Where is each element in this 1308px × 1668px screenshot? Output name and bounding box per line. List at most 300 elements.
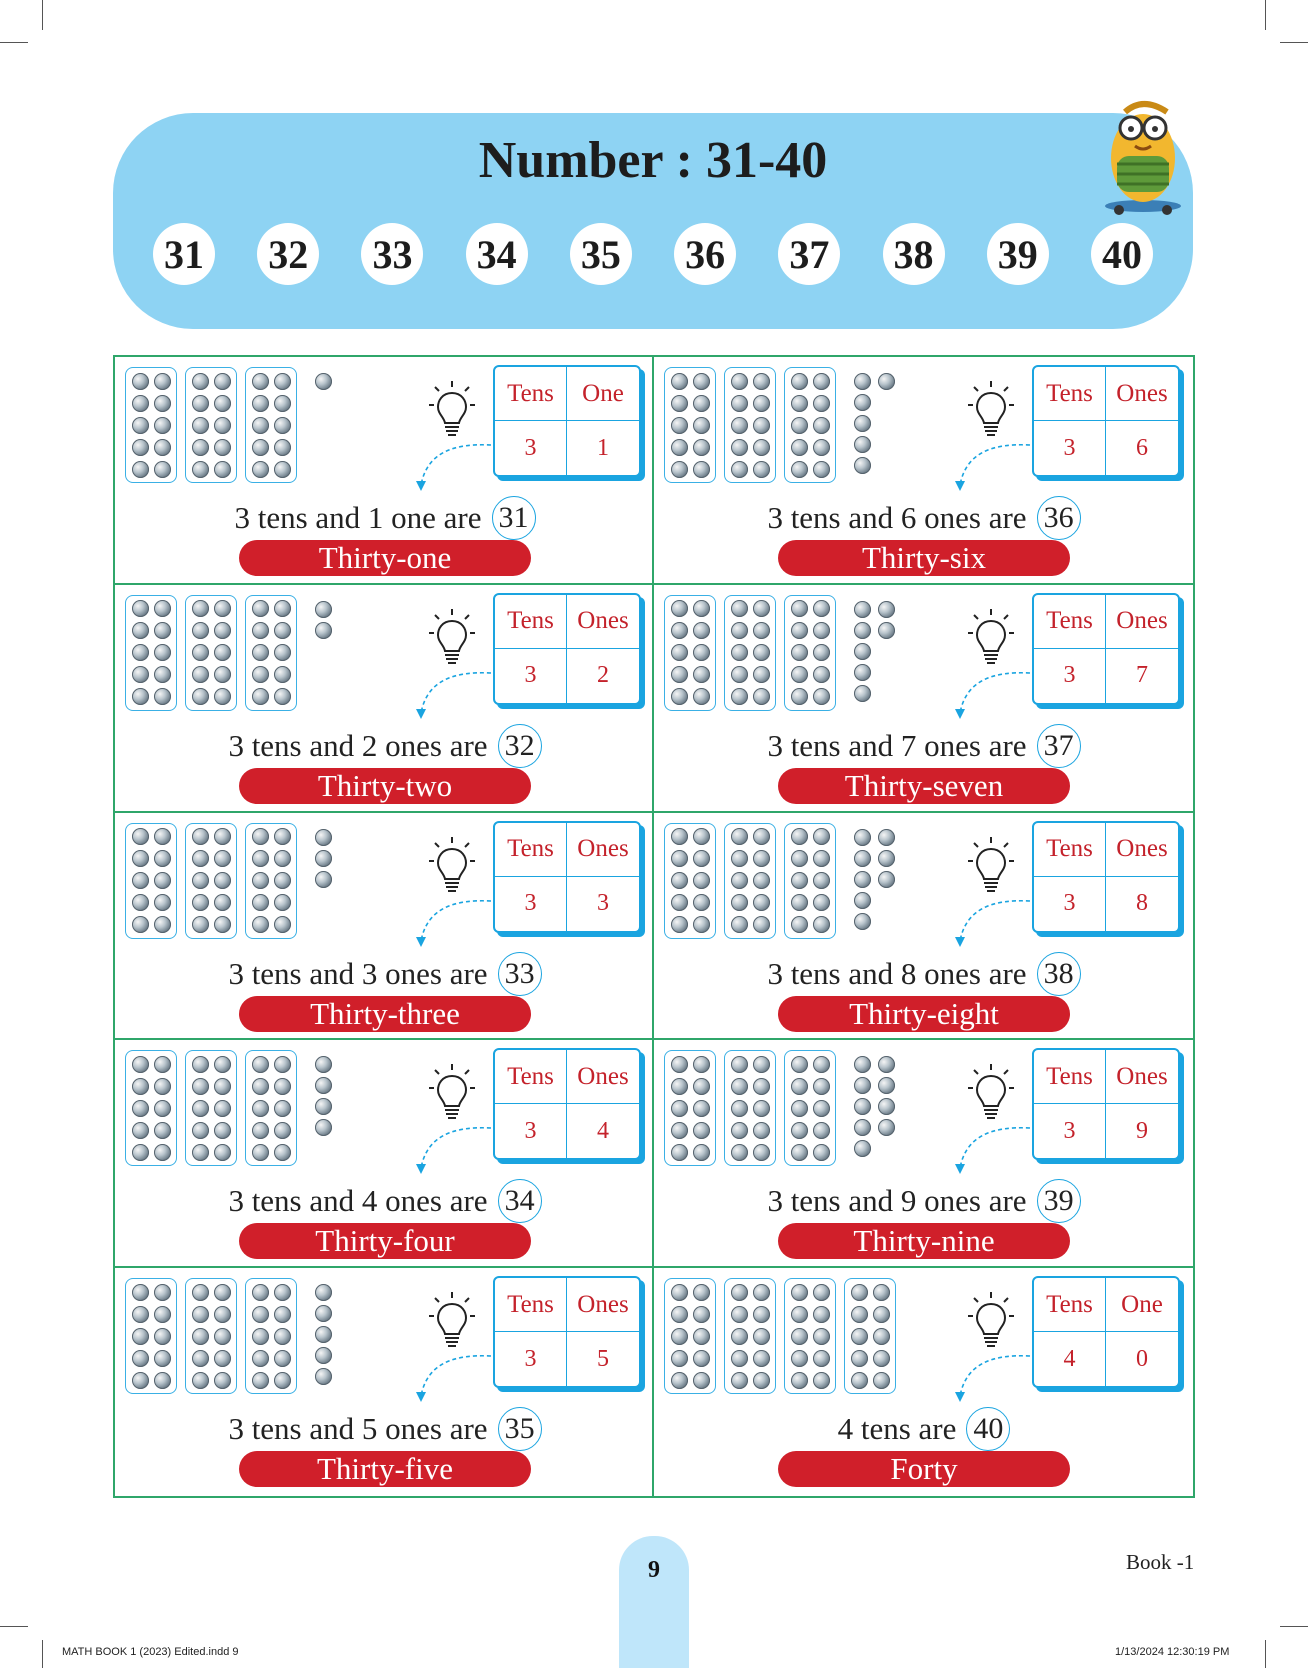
bead (274, 850, 291, 867)
place-value-table (1032, 593, 1180, 705)
one-bead (854, 415, 871, 432)
bead (192, 1078, 209, 1095)
bead (753, 666, 770, 683)
bead (252, 600, 269, 617)
lightbulb-icon (427, 379, 477, 439)
bead (791, 622, 808, 639)
crop-mark (1265, 1640, 1266, 1668)
bead (731, 916, 748, 933)
dashed-arrow-icon (952, 893, 1032, 953)
number-circle-39: 39 (987, 223, 1049, 285)
bead (154, 395, 171, 412)
number-circle-33: 33 (361, 223, 423, 285)
bead (693, 1144, 710, 1161)
bead (252, 916, 269, 933)
bead (671, 688, 688, 705)
ones-header: Ones (1106, 595, 1178, 649)
file-info: MATH BOOK 1 (2023) Edited.indd 9 (62, 1646, 239, 1658)
bead (693, 894, 710, 911)
bead (791, 1144, 808, 1161)
one-bead (315, 1056, 332, 1073)
lightbulb-icon (427, 1062, 477, 1122)
tens-header: Tens (1034, 1278, 1106, 1332)
one-bead (878, 622, 895, 639)
tens-header: Tens (495, 823, 567, 877)
one-bead (854, 1077, 871, 1094)
lightbulb-icon (966, 1062, 1016, 1122)
ten-bead-bar (185, 823, 237, 939)
bead (731, 417, 748, 434)
bead (154, 373, 171, 390)
ten-bead-bar (245, 595, 297, 711)
bead (693, 1306, 710, 1323)
bead (693, 666, 710, 683)
tens-header: Tens (1034, 823, 1106, 877)
bead (693, 1056, 710, 1073)
number-card-40 (654, 1268, 1193, 1496)
bead (274, 622, 291, 639)
bead (274, 600, 291, 617)
bead (813, 622, 830, 639)
bead (671, 439, 688, 456)
number-sentence (115, 955, 655, 999)
bead (731, 395, 748, 412)
bead (132, 1372, 149, 1389)
one-bead (854, 1140, 871, 1157)
ten-bead-bar (724, 823, 776, 939)
place-value-table (1032, 1048, 1180, 1160)
one-bead (315, 601, 332, 618)
bead (132, 1306, 149, 1323)
bead (154, 417, 171, 434)
bead (851, 1350, 868, 1367)
bead-group (664, 1278, 896, 1394)
one-bead (878, 1077, 895, 1094)
bead (851, 1328, 868, 1345)
bead (274, 1284, 291, 1301)
bead (671, 666, 688, 683)
bead (693, 600, 710, 617)
ten-bead-bar (724, 367, 776, 483)
lightbulb-icon (427, 607, 477, 667)
tens-header: Tens (495, 1278, 567, 1332)
bead (671, 1328, 688, 1345)
sentence-text: 4 tens are (837, 1411, 957, 1447)
number-sentence (115, 727, 655, 771)
sentence-text: 3 tens and 4 ones are (228, 1183, 488, 1219)
bead (791, 1122, 808, 1139)
crop-mark (1280, 42, 1308, 43)
one-bead (878, 1056, 895, 1073)
ones-header: Ones (567, 1278, 639, 1332)
crop-mark (0, 1626, 28, 1627)
one-bead (854, 1098, 871, 1115)
bead (791, 439, 808, 456)
bead (274, 1372, 291, 1389)
ten-bead-bar (125, 595, 177, 711)
bead (731, 644, 748, 661)
bead (813, 688, 830, 705)
bead (132, 622, 149, 639)
bead (873, 1284, 890, 1301)
bead (671, 1144, 688, 1161)
sentence-text: 3 tens and 1 one are (234, 500, 482, 536)
bead (252, 850, 269, 867)
ten-bead-bar (185, 1278, 237, 1394)
bead (214, 688, 231, 705)
bead (753, 1078, 770, 1095)
bead (731, 1144, 748, 1161)
bead (132, 600, 149, 617)
bead (132, 894, 149, 911)
bead-group (125, 367, 335, 483)
bead (154, 666, 171, 683)
ones-beads (305, 823, 335, 939)
bead-group (125, 1278, 335, 1394)
bead (214, 1372, 231, 1389)
bead (753, 1372, 770, 1389)
dashed-arrow-icon (952, 1120, 1032, 1180)
one-bead (854, 892, 871, 909)
bead (693, 1350, 710, 1367)
bead (192, 1056, 209, 1073)
bead (154, 828, 171, 845)
bead (813, 600, 830, 617)
bead (214, 439, 231, 456)
ones-header: One (567, 367, 639, 421)
ten-bead-bar (245, 1050, 297, 1166)
bead (214, 1078, 231, 1095)
crop-mark (42, 1640, 43, 1668)
bead (671, 1078, 688, 1095)
bead (154, 1350, 171, 1367)
bead (671, 894, 688, 911)
bead (252, 1144, 269, 1161)
bead (731, 600, 748, 617)
bead (132, 1056, 149, 1073)
number-sentence (654, 1182, 1194, 1226)
number-card-39 (654, 1040, 1193, 1268)
bead (731, 894, 748, 911)
bead (731, 1350, 748, 1367)
one-bead (854, 1056, 871, 1073)
bead (154, 1122, 171, 1139)
bead (791, 688, 808, 705)
bead (192, 1284, 209, 1301)
bead (154, 644, 171, 661)
bead (671, 622, 688, 639)
bead (671, 1100, 688, 1117)
place-value-table (493, 593, 641, 705)
bead (813, 644, 830, 661)
ten-bead-bar (724, 1278, 776, 1394)
one-bead (854, 394, 871, 411)
sentence-text: 3 tens and 7 ones are (767, 727, 1027, 763)
bead (753, 1122, 770, 1139)
dashed-arrow-icon (952, 1348, 1032, 1408)
bead (274, 1078, 291, 1095)
number-word: Forty (778, 1451, 1070, 1487)
bead (813, 850, 830, 867)
bead (132, 1144, 149, 1161)
number-card-34 (115, 1040, 654, 1268)
one-bead (315, 622, 332, 639)
bead (671, 1372, 688, 1389)
bead (753, 850, 770, 867)
bead (132, 417, 149, 434)
number-word: Thirty-two (239, 768, 531, 804)
bead (214, 666, 231, 683)
ten-bead-bar (724, 595, 776, 711)
page-title: Number : 31-40 (478, 132, 828, 189)
bead (693, 373, 710, 390)
bead (731, 622, 748, 639)
bead (813, 1284, 830, 1301)
number-sentence (115, 1410, 655, 1454)
bead (813, 1372, 830, 1389)
bead (671, 395, 688, 412)
one-bead (315, 829, 332, 846)
bead (154, 916, 171, 933)
bead (671, 828, 688, 845)
bead (274, 916, 291, 933)
ten-bead-bar (784, 595, 836, 711)
ten-bead-bar (245, 823, 297, 939)
number-card-35 (115, 1268, 654, 1496)
bead (252, 461, 269, 478)
bead (731, 828, 748, 845)
bead (753, 373, 770, 390)
bead (154, 1328, 171, 1345)
bead (791, 373, 808, 390)
ten-bead-bar (125, 823, 177, 939)
one-bead (878, 373, 895, 390)
ones-header: Ones (567, 595, 639, 649)
bead (274, 1122, 291, 1139)
bead (274, 872, 291, 889)
tens-value: 3 (495, 421, 567, 475)
crop-mark (42, 0, 43, 30)
bead (214, 828, 231, 845)
bead (192, 461, 209, 478)
answer-circle: 33 (498, 952, 542, 996)
answer-circle: 38 (1037, 952, 1081, 996)
bead (154, 1144, 171, 1161)
answer-circle: 39 (1037, 1179, 1081, 1223)
ten-bead-bar (664, 595, 716, 711)
ten-bead-bar (125, 367, 177, 483)
bead (132, 644, 149, 661)
bead (753, 644, 770, 661)
crop-mark (1280, 1626, 1308, 1627)
bead (671, 850, 688, 867)
number-circle-34: 34 (466, 223, 528, 285)
bead (274, 828, 291, 845)
place-value-table (1032, 365, 1180, 477)
bead (274, 1306, 291, 1323)
bead (671, 600, 688, 617)
tens-header: Tens (495, 367, 567, 421)
bead (791, 916, 808, 933)
bead (192, 439, 209, 456)
bead (274, 1056, 291, 1073)
one-bead (878, 1119, 895, 1136)
one-bead (854, 850, 871, 867)
bead (274, 417, 291, 434)
bead (813, 373, 830, 390)
number-card-31 (115, 357, 654, 585)
one-bead (315, 1098, 332, 1115)
ones-header: Ones (567, 1050, 639, 1104)
bead (252, 1056, 269, 1073)
bead-group (664, 1050, 898, 1166)
ten-bead-bar (185, 1050, 237, 1166)
bead (731, 1306, 748, 1323)
bead (693, 828, 710, 845)
one-bead (854, 622, 871, 639)
bead (214, 600, 231, 617)
bead (192, 1350, 209, 1367)
bead (753, 622, 770, 639)
one-bead (878, 871, 895, 888)
ten-bead-bar (784, 367, 836, 483)
answer-circle: 36 (1037, 496, 1081, 540)
bead (214, 1100, 231, 1117)
bead (731, 373, 748, 390)
tens-value: 3 (495, 877, 567, 931)
place-value-table (1032, 1276, 1180, 1388)
bead (192, 1100, 209, 1117)
bead (154, 1306, 171, 1323)
sentence-text: 3 tens and 2 ones are (228, 727, 488, 763)
bead (154, 1284, 171, 1301)
bead (693, 461, 710, 478)
bead (813, 1350, 830, 1367)
one-bead (878, 1098, 895, 1115)
bead (851, 1306, 868, 1323)
bead (813, 916, 830, 933)
tens-header: Tens (1034, 1050, 1106, 1104)
bead (274, 644, 291, 661)
answer-circle: 32 (498, 724, 542, 768)
bead (873, 1306, 890, 1323)
bead (274, 439, 291, 456)
bead (671, 916, 688, 933)
one-bead (854, 871, 871, 888)
bead (791, 894, 808, 911)
bead (252, 1078, 269, 1095)
ones-value: 4 (597, 1117, 609, 1144)
ten-bead-bar (664, 367, 716, 483)
bead (132, 850, 149, 867)
bead (873, 1350, 890, 1367)
bead (693, 1328, 710, 1345)
bead (132, 666, 149, 683)
bead (791, 395, 808, 412)
ones-beads (305, 367, 335, 483)
number-word: Thirty-eight (778, 996, 1070, 1032)
bead (154, 688, 171, 705)
tens-header: Tens (495, 595, 567, 649)
bead (132, 1078, 149, 1095)
bead (214, 1328, 231, 1345)
bead (671, 1306, 688, 1323)
tens-header: Tens (1034, 367, 1106, 421)
crop-mark (1265, 0, 1266, 30)
bead (731, 688, 748, 705)
ones-beads (305, 595, 335, 711)
bead (214, 1284, 231, 1301)
ones-value: 5 (597, 1345, 609, 1372)
bead (671, 461, 688, 478)
tens-value: 3 (495, 649, 567, 703)
bead (671, 1122, 688, 1139)
one-bead (315, 1305, 332, 1322)
bead (192, 1144, 209, 1161)
ones-header: Ones (1106, 1050, 1178, 1104)
mascot-illustration (1095, 88, 1191, 218)
bead (154, 600, 171, 617)
one-bead (878, 850, 895, 867)
lightbulb-icon (966, 607, 1016, 667)
bead (192, 688, 209, 705)
place-value-table (493, 365, 641, 477)
bead (132, 1350, 149, 1367)
bead (154, 1078, 171, 1095)
answer-circle: 34 (498, 1179, 542, 1223)
bead (214, 1306, 231, 1323)
bead (192, 395, 209, 412)
one-bead (315, 871, 332, 888)
bead (813, 395, 830, 412)
bead (132, 461, 149, 478)
bead (274, 373, 291, 390)
bead (791, 1100, 808, 1117)
bead (791, 644, 808, 661)
bead (132, 1284, 149, 1301)
bead (274, 688, 291, 705)
bead (671, 417, 688, 434)
bead (753, 439, 770, 456)
bead (753, 1350, 770, 1367)
number-row (153, 223, 1153, 285)
ten-bead-bar (784, 1278, 836, 1394)
ten-bead-bar (185, 595, 237, 711)
one-bead (854, 829, 871, 846)
bead (753, 461, 770, 478)
number-sentence (115, 499, 655, 543)
bead (791, 1328, 808, 1345)
number-circle-40: 40 (1091, 223, 1153, 285)
bead (214, 461, 231, 478)
ten-bead-bar (724, 1050, 776, 1166)
ones-beads (844, 595, 898, 711)
bead (192, 373, 209, 390)
bead (753, 395, 770, 412)
bead (753, 1284, 770, 1301)
one-bead (854, 436, 871, 453)
bead (154, 622, 171, 639)
ones-header: Ones (567, 823, 639, 877)
bead (693, 1100, 710, 1117)
number-word: Thirty-one (239, 540, 531, 576)
bead (791, 1372, 808, 1389)
dashed-arrow-icon (413, 437, 493, 497)
crop-mark (0, 42, 28, 43)
dashed-arrow-icon (413, 665, 493, 725)
bead (753, 1056, 770, 1073)
bead (192, 644, 209, 661)
